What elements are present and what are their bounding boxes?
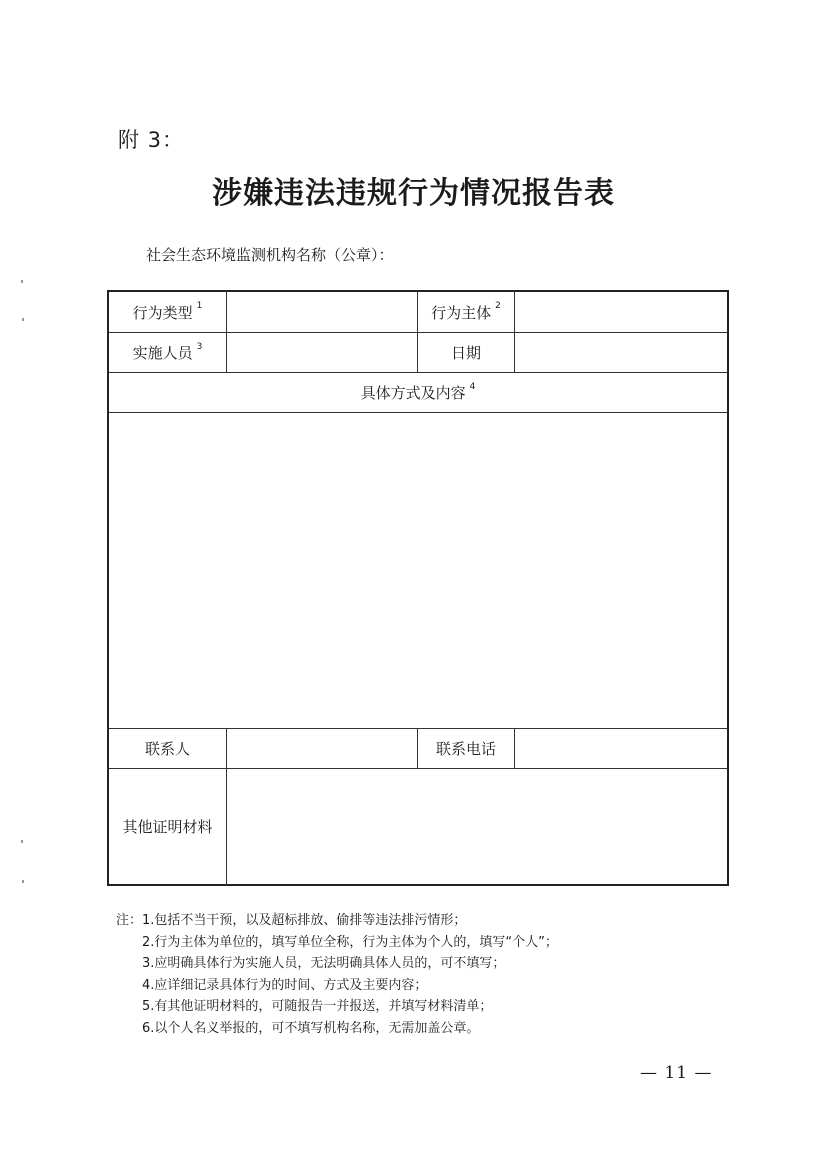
- behavior-type-field[interactable]: [227, 292, 417, 332]
- details-field[interactable]: [109, 413, 727, 728]
- scan-speck: [21, 840, 23, 843]
- scan-speck: [22, 880, 24, 883]
- contact-phone-label: 联系电话: [435, 740, 496, 758]
- note-item: 6.以个人名义举报的，可不填写机构名称，无需加盖公章。: [142, 1020, 480, 1036]
- page-title: 涉嫌违法违规行为情况报告表: [212, 176, 615, 211]
- note-item: 1.包括不当干预，以及超标排放、偷排等违法排污情形；: [142, 913, 467, 928]
- other-evidence-label: 其他证明材料: [122, 818, 213, 836]
- scan-speck: [21, 280, 23, 283]
- date-label: 日期: [450, 344, 481, 362]
- implementer-label: 实施人员 $^3$: [132, 341, 203, 362]
- details-header: 具体方式及内容 $^4$: [360, 381, 476, 402]
- organization-name-label: 社会生态环境监测机构名称（公章）：: [146, 246, 394, 264]
- note-item: 4.应详细记录具体行为的时间、方式及主要内容；: [142, 977, 428, 993]
- notes-lead: 注：: [116, 913, 143, 928]
- scan-speck: [22, 318, 24, 321]
- behavior-subject-label: 行为主体 $^2$: [431, 301, 501, 322]
- notes-section: [116, 910, 558, 1039]
- note-item: 3.应明确具体行为实施人员，无法明确具体人员的，可不填写；: [142, 956, 506, 971]
- attachment-label: 附 3：: [118, 128, 185, 152]
- page-number: — 11 —: [640, 1063, 713, 1083]
- other-evidence-field[interactable]: [227, 769, 727, 884]
- date-field[interactable]: [515, 333, 727, 372]
- note-item: 5.有其他证明材料的，可随报告一并报送，并填写材料清单；: [142, 999, 493, 1014]
- behavior-type-label: 行为类型 $^1$: [132, 301, 203, 322]
- implementer-field[interactable]: [227, 333, 417, 372]
- contact-person-label: 联系人: [144, 740, 190, 758]
- notes-list: [142, 910, 558, 1039]
- contact-phone-field[interactable]: [515, 729, 727, 768]
- note-item: 2.行为主体为单位的，填写单位全称，行为主体为个人的，填写“个人”；: [142, 934, 558, 950]
- behavior-subject-field[interactable]: [515, 292, 727, 332]
- contact-person-field[interactable]: [227, 729, 417, 768]
- report-form-table: [107, 290, 729, 886]
